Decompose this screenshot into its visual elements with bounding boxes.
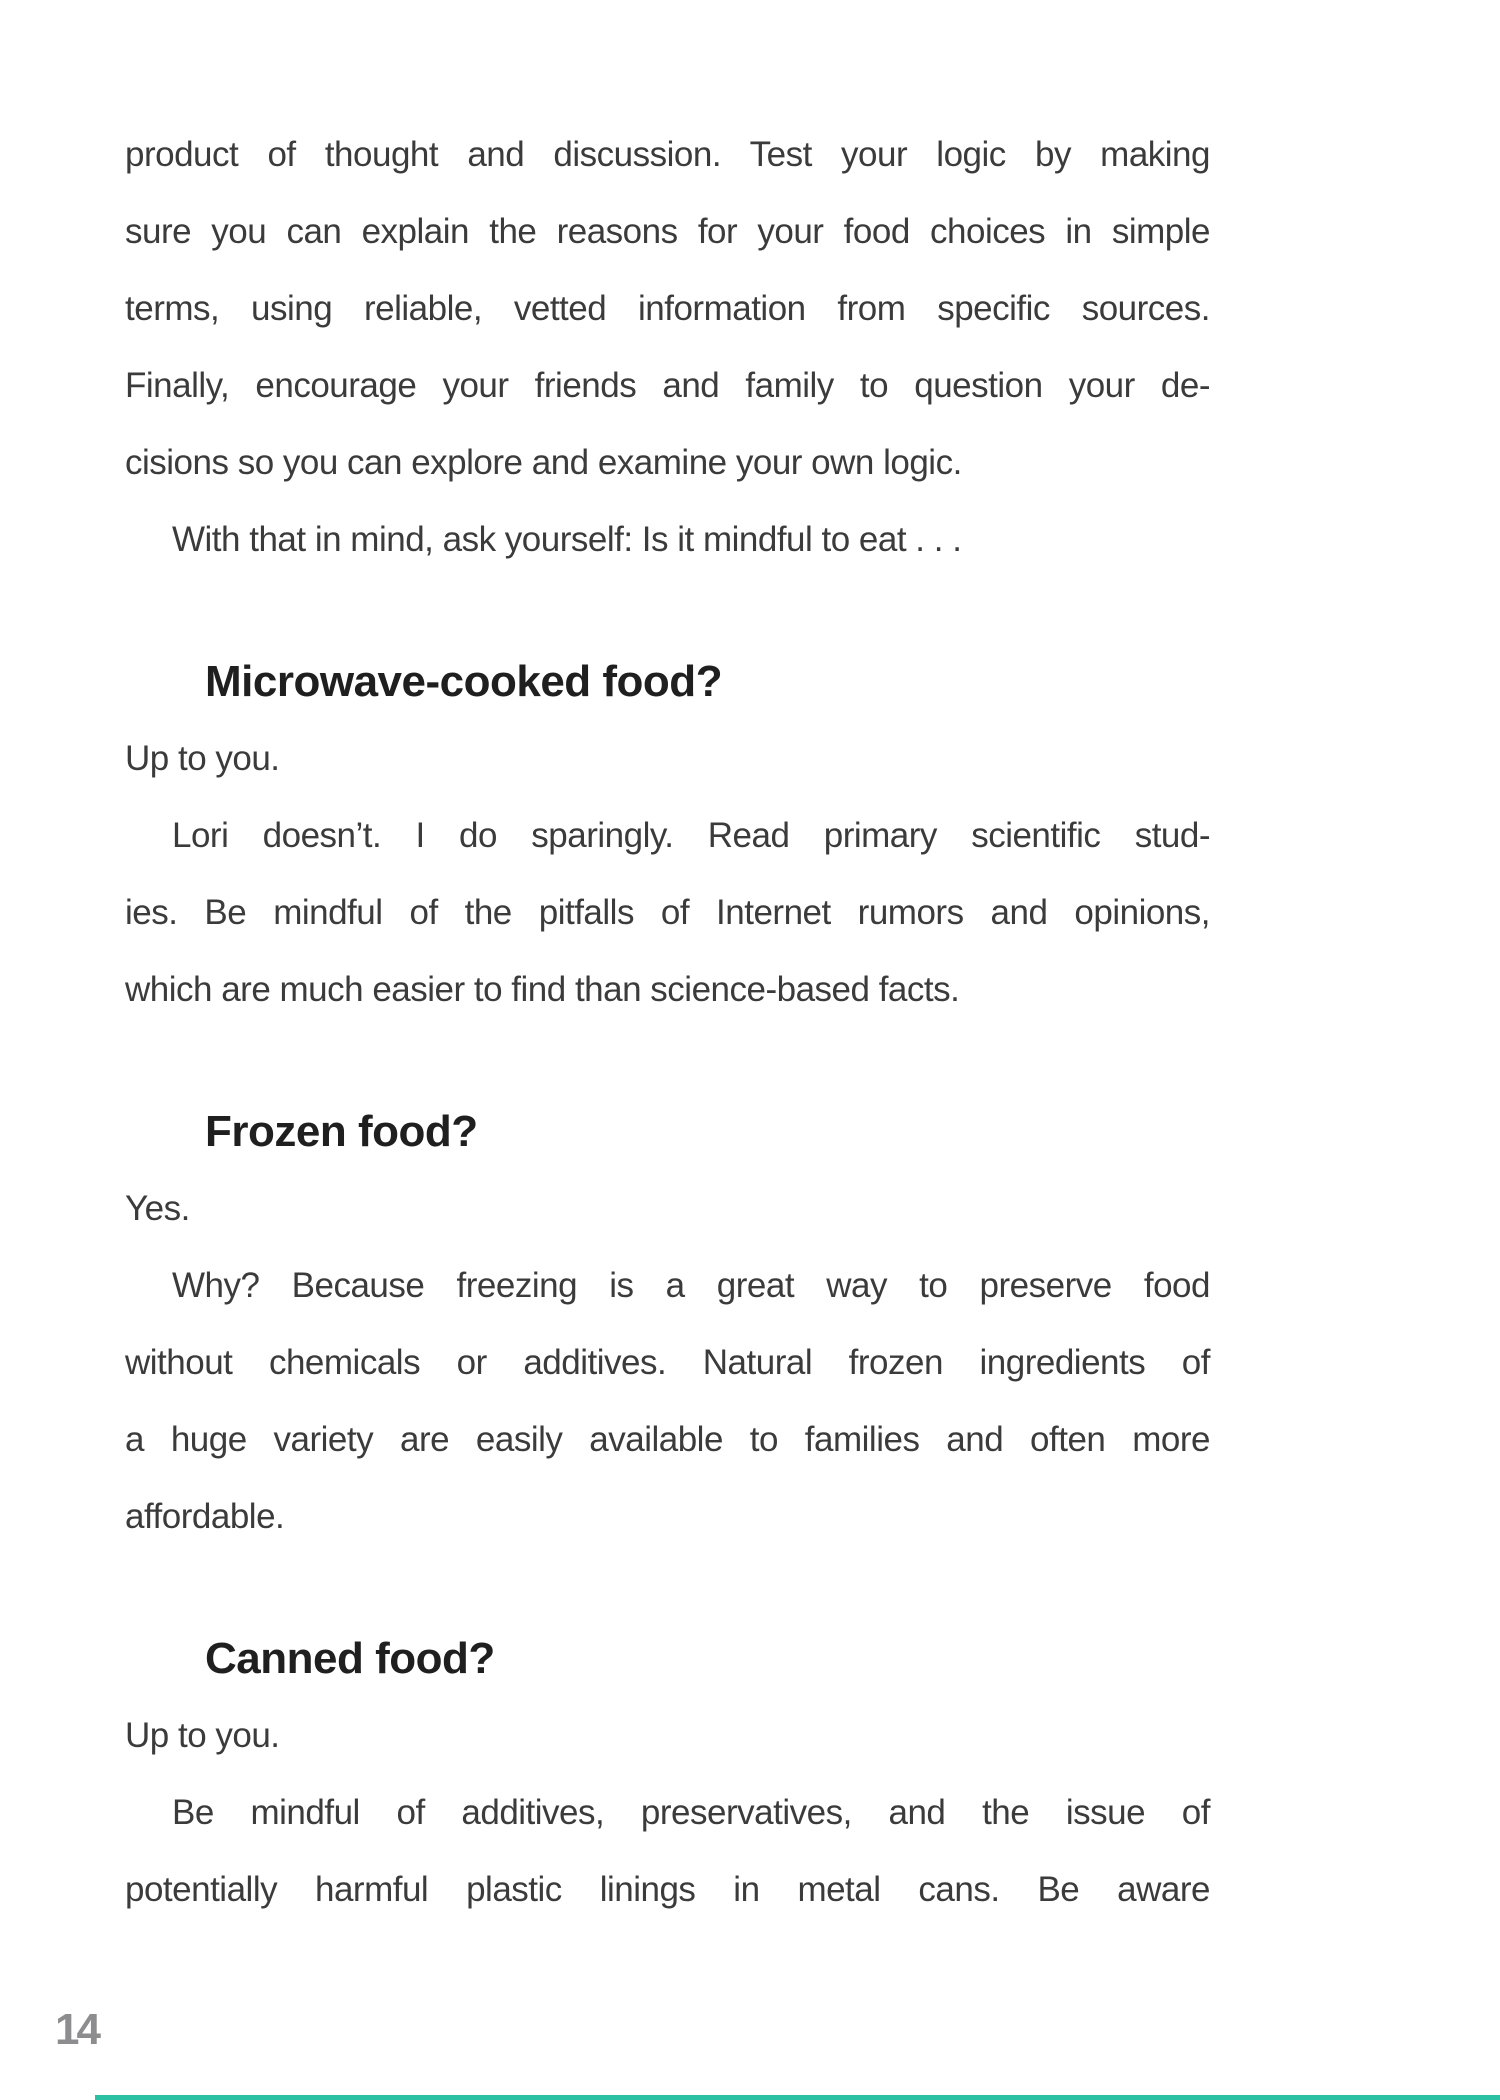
- section-heading: Canned food?: [205, 1634, 495, 1683]
- text-line: affordable.: [125, 1497, 285, 1536]
- text-line: Finally, encourage your friends and family to question your de-: [125, 366, 1210, 405]
- text-line: Be mindful of additives, preservatives, and the issue of: [172, 1793, 1210, 1832]
- text-line: cisions so you can explore and examine your own logic.: [125, 443, 962, 482]
- text-line: which are much easier to find than science-based facts.: [125, 970, 960, 1009]
- page-text: [125, 116, 1210, 1928]
- text-line: sure you can explain the reasons for your food choices in simple: [125, 212, 1210, 251]
- section-heading: Microwave-cooked food?: [205, 657, 723, 706]
- text-line: With that in mind, ask yourself: Is it mindful to eat . . .: [172, 520, 962, 559]
- page-number: 14: [55, 2005, 98, 2054]
- text-line: potentially harmful plastic linings in metal cans. Be aware: [125, 1870, 1210, 1909]
- text-line: Up to you.: [125, 1716, 280, 1755]
- text-line: a huge variety are easily available to families and often more: [125, 1420, 1210, 1459]
- section-heading: Frozen food?: [205, 1107, 478, 1156]
- text-line: Yes.: [125, 1189, 190, 1228]
- text-line: Why? Because freezing is a great way to preserve food: [172, 1266, 1210, 1305]
- text-line: Lori doesn’t. I do sparingly. Read primary scientific stud-: [172, 816, 1210, 855]
- text-line: without chemicals or additives. Natural frozen ingredients of: [125, 1343, 1210, 1382]
- text-line: terms, using reliable, vetted information from specific sources.: [125, 289, 1210, 328]
- text-line: product of thought and discussion. Test your logic by making: [125, 135, 1210, 174]
- text-line: ies. Be mindful of the pitfalls of Internet rumors and opinions,: [125, 893, 1210, 932]
- text-line: Up to you.: [125, 739, 280, 778]
- bottom-accent-bar: [95, 2095, 1500, 2100]
